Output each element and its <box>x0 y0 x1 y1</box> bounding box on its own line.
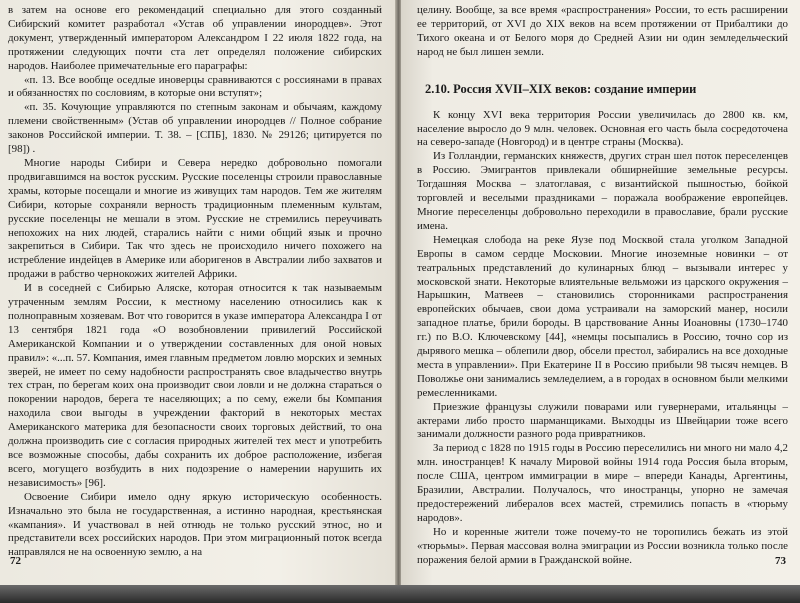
paragraph: целину. Вообще, за все время «распространения» России, то есть расширении ее территорий, от XVI до XIX веков на всем протяжении от Прибалтики до Тихого океана и от Белого моря до Средней Азии ни один земледельческий народ не был лишен земли. <box>417 4 788 58</box>
paragraph: «п. 35. Кочующие управляются по степным законам и обычаям, каждому племени свойственным» (Устав об управлении инородцев // Полное собрание законов Российской империи. Т. 38. – [СПБ], 1830. № 29126; цитируется по [98]) . <box>8 101 382 156</box>
paragraph: Но и коренные жители тоже почему-то не торопились бежать из этой «тюрьмы». Первая массовая волна эмиграции из России возникла только после поражения белой армии в Гражданской войне. <box>417 525 788 566</box>
paragraph: За период с 1828 по 1915 годы в Россию переселились ни много ни мало 4,2 млн. иностранцев! К началу Мировой войны 1914 года Россия была вторым, после США, центром иммиграции в мире – впереди Канады, Аргентины, Бразилии, Австралии. Получалось, что иностранцы, упорно не замечая предостережений либералов всех мастей, стремились попасть в «тюрьму народов». <box>417 442 788 524</box>
paragraph: Немецкая слобода на реке Яузе под Москвой стала уголком Западной Европы в самом сердце Московии. Многие иноземные новинки – от театральных представлений до кулинарных блюд – вызывали интерес у московской знати. Некоторые влиятельные вельможи из царского окружения – Нарышкин, Матвеев – становились сторонниками распространения европейских обычаев, свои дома устраивали на заморский манер, носили западное платье, брили бороды. В царствование Анны Иоановны (1730–1740 гг.) по В.О. Ключевскому [44], «немцы посыпались в Россию, точно сор из дырявого мешка – облепили двор, обсели престол, забирались на все доходные места в управлении». При Екатерине II в Россию прибыли 98 тысяч немцев. В Поволжье они занимались земледелием, а в городах в основном были мелкими ремесленниками. <box>417 233 788 399</box>
page-number-left: 72 <box>10 555 21 567</box>
paragraph: Приезжие французы служили поварами или гувернерами, итальянцы – актерами либо просто шарманщиками. Выходцы из Швейцарии тоже всего занимали должности разного рода привратников. <box>417 400 788 441</box>
section-heading: 2.10. Россия XVII–XIX веков: создание империи <box>425 81 697 96</box>
paragraph: К концу XVI века территория России увеличилась до 2800 кв. км, население выросло до 9 млн. человек. Основная его часть была сосредоточена на северо-западе (Новгород) и в центре страны (Москва). <box>417 108 788 149</box>
page-number-right: 73 <box>775 555 786 567</box>
left-page <box>0 0 396 585</box>
paragraph: Многие народы Сибири и Севера нередко добровольно помогали продвигавшимся на восток русским. Русские поселенцы строили православные храмы, которые посещали и многие из живущих там народов. Тем же жителям Сибири, которые сохраняли верность традиционным племенным культам, русские поселенцы не мешали в этом. Русские не стремились переучивать непохожих на них людей, старались найти с ними общий язык и прочно закрепиться в Сибири. Так что здесь не происходило ничего похожего на истребление индейцев в Америке или аборигенов в Австралии либо захватов и продажи в рабство чернокожих жителей Африки. <box>8 156 382 281</box>
left-page-text <box>8 4 382 560</box>
paragraph: «п. 13. Все вообще оседлые иноверцы сравниваются с россиянами в правах и обязанностях по сословиям, в которые они вступят»; <box>8 73 382 100</box>
paragraph: И в соседней с Сибирью Аляске, которая относится к так называемым утраченным землям России, к местному населению относились как к полноправным хозяевам. Вот что говорится в указе императора Александра I от 13 сентября 1821 года «О возобновлении привилегий Российской Американской Компании и о утверждении составленных для оной новых правил»: «...п. 57. Компания, имея главным предметом ловлю морских и земных зверей, не имеет по сему надобности распространять свое владычество внутрь тех стран, по берегам коих она производит свои ловли и не должна стараться о покорении народов, берега те населяющих; а по сему, ежели бы Компания находила свои выгоды в учреждении факторий в некоторых местах Американского материка для безопасности своих торговых действий, то она должна производить сие с согласия природных жителей тех мест и употребить все возможные способы, дабы сохранить их доброе расположение, избегая всего, могущего возбудить в них подозрение о намерении нарушить их независимость» [96]. <box>8 282 382 489</box>
scan-bottom-edge <box>0 585 800 603</box>
paragraph: Из Голландии, германских княжеств, других стран шел поток переселенцев в Россию. Эмигрантов привлекали обширнейшие земельные ресурсы. Тогдашняя Москва – златоглавая, с византийской пышностью, бойкой торговлей и веселыми праздниками – поражала воображение европейцев. Многие переселенцы добровольно переходили в православие, брали русские имена. <box>417 150 788 232</box>
paragraph: Освоение Сибири имело одну яркую историческую особенность. Изначально это была не государственная, а истинно народная, крестьянская «кампания». И участвовал в ней отнюдь не только русский этнос, но и представители всех российских народов. При этом миграционный поток всегда направлялся не на освоенную землю, а на <box>8 490 382 559</box>
right-page <box>401 0 800 585</box>
right-page-text <box>417 4 788 568</box>
paragraph: в затем на основе его рекомендаций специально для этого созданный Сибирский комитет разработал «Устав об управлении инородцев». Этот документ, утвержденный императором Александром I 22 июля 1822 года, на протяжении следующих почти ста лет определял положение сибирских народов. Наиболее примечательные его параграфы: <box>8 4 382 72</box>
